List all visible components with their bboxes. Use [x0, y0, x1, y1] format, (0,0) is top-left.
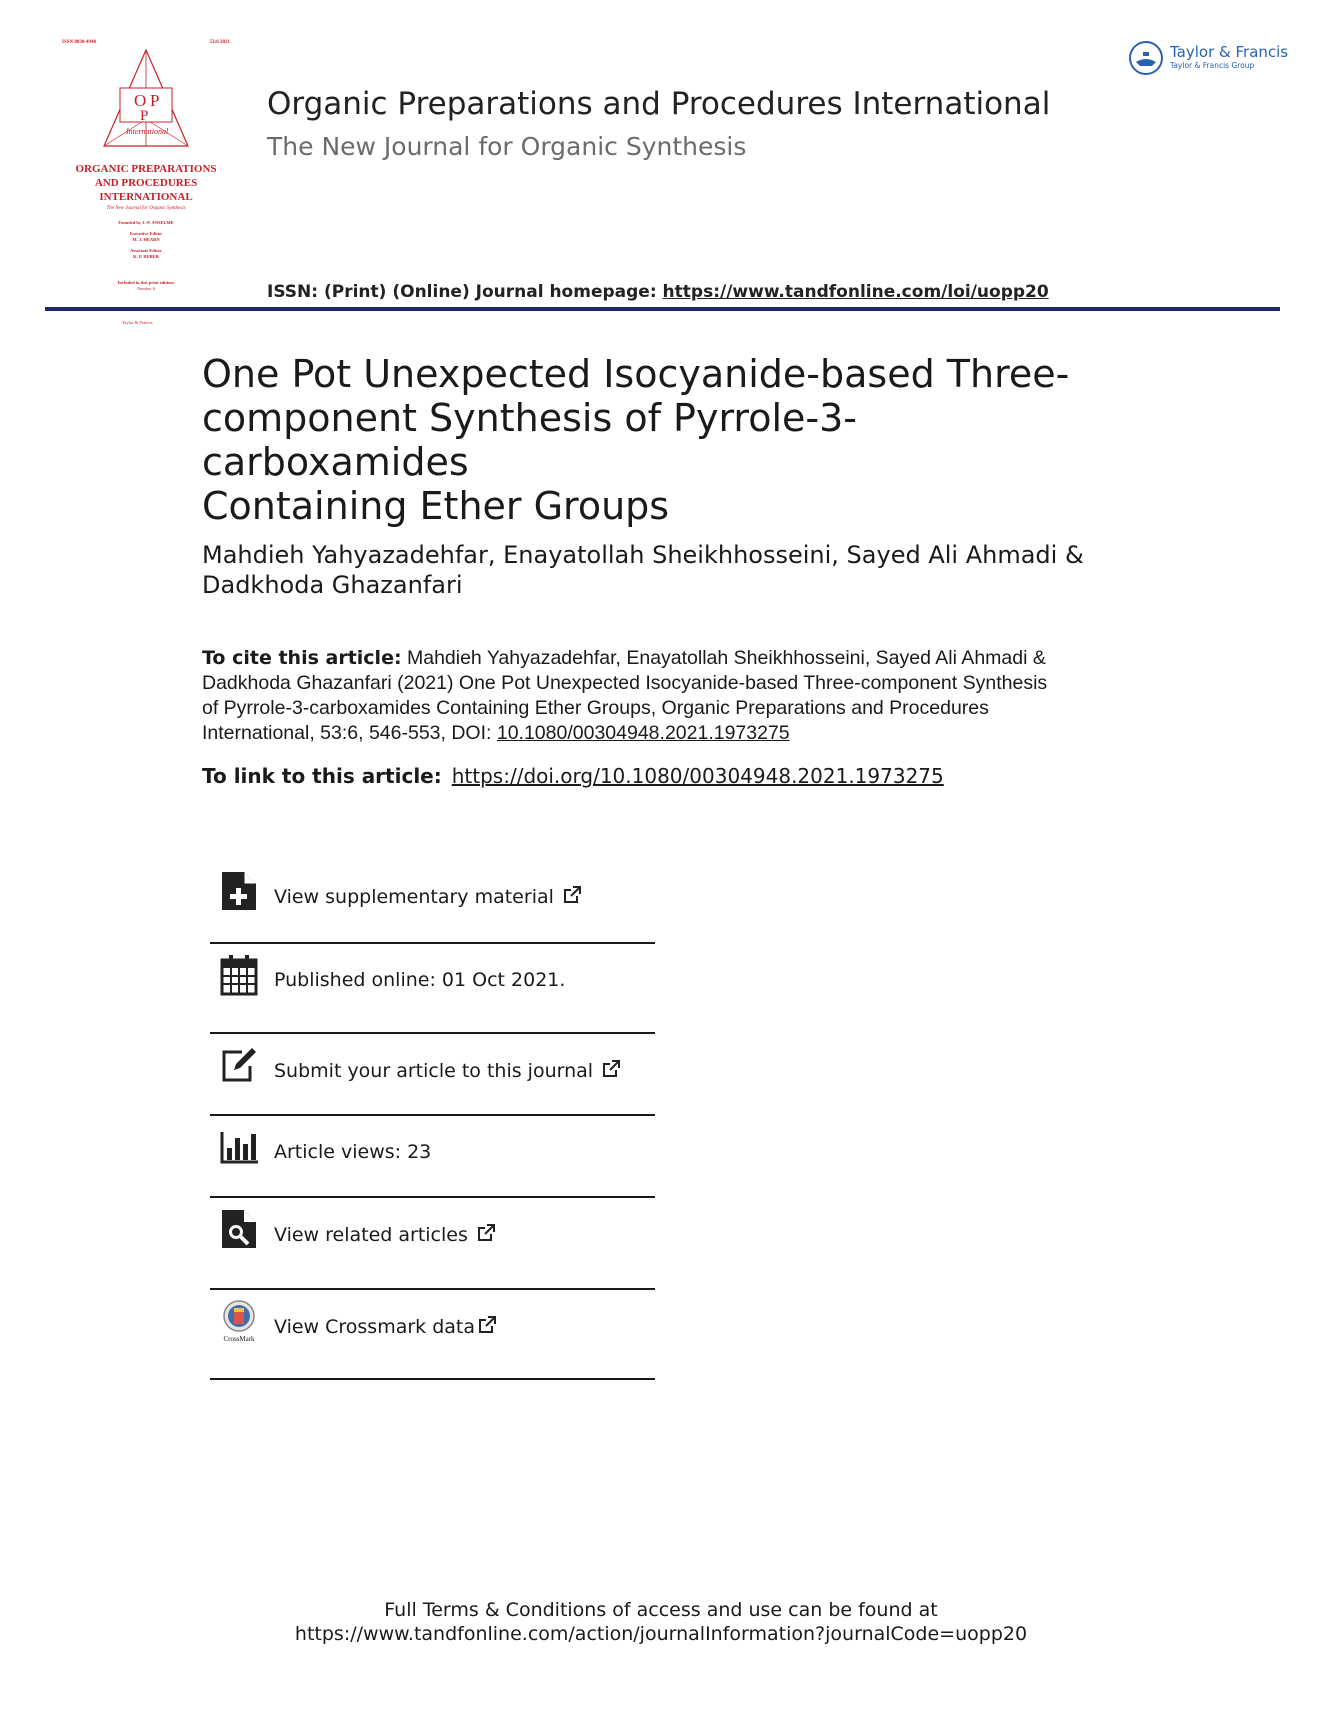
- crossmark-icon: [220, 1300, 258, 1332]
- submit-text: Submit your article to this journal: [274, 1060, 594, 1082]
- authors-line: Mahdieh Yahyazadehfar, Enayatollah Sheikhhosseini, Sayed Ali Ahmadi &: [202, 541, 1084, 569]
- article-title-line: component Synthesis of Pyrrole-3-carboxamides: [202, 396, 857, 484]
- article-title-line: Containing Ether Groups: [202, 484, 670, 528]
- cite-text: Dadkhoda Ghazanfari (2021) One Pot Unexpected Isocyanide-based Three-component Synthesis: [202, 672, 1048, 694]
- link-label: To link to this article:: [202, 764, 442, 788]
- bar-chart-icon: [220, 1126, 258, 1168]
- external-link-icon: [562, 885, 582, 905]
- views-label: Article views: 23: [274, 1141, 432, 1163]
- journal-subtitle: The New Journal for Organic Synthesis: [267, 132, 747, 161]
- external-link-icon: [601, 1059, 621, 1079]
- article-info-list: [210, 860, 655, 1380]
- crossmark-logo-text: CrossMark: [223, 1335, 255, 1343]
- submit-label: [274, 1059, 621, 1082]
- cover-exec-label: Executive Editor: [129, 231, 163, 236]
- article-authors: [202, 540, 1122, 600]
- cover-volume: 53:6 2021: [209, 40, 230, 45]
- cover-founded: Founded by J.-P. ANSELME: [118, 220, 174, 225]
- related-row[interactable]: [210, 1198, 655, 1290]
- cover-issn: ISSN 0030-4948: [62, 40, 97, 45]
- publisher-logo[interactable]: [1128, 40, 1288, 76]
- cover-title-line: INTERNATIONAL: [99, 191, 193, 203]
- edit-icon: [220, 1044, 258, 1086]
- citation-block: [202, 646, 1122, 746]
- cite-text: Mahdieh Yahyazadehfar, Enayatollah Sheikhhosseini, Sayed Ali Ahmadi &: [401, 647, 1046, 669]
- authors-line: Dadkhoda Ghazanfari: [202, 571, 463, 599]
- article-link-line: [202, 764, 944, 788]
- cite-text: of Pyrrole-3-carboxamides Containing Ether Groups, Organic Preparations and Procedures: [202, 697, 989, 719]
- footer-line1: Full Terms & Conditions of access and use can be found at: [384, 1599, 938, 1621]
- related-text: View related articles: [274, 1224, 468, 1246]
- views-row: [210, 1116, 655, 1198]
- crossmark-label: [274, 1315, 497, 1338]
- cover-editors: [62, 220, 230, 260]
- crossmark-logo: [220, 1300, 258, 1342]
- article-title: [202, 352, 1122, 528]
- cover-logo-p1: P: [150, 91, 160, 110]
- search-document-icon: [220, 1208, 258, 1250]
- cover-logo-o: O: [134, 91, 147, 110]
- issn-homepage-line: [267, 282, 1049, 302]
- cover-exec-name: M. J. HEARN: [132, 237, 160, 242]
- terms-footer: [0, 1598, 1322, 1646]
- cover-assoc-name: K. P. REBER: [133, 254, 159, 259]
- journal-cover: [62, 38, 230, 325]
- cover-included: [62, 280, 230, 292]
- cover-publisher: Taylor & Francis: [122, 320, 153, 325]
- publisher-name: Taylor & Francis: [1170, 43, 1289, 61]
- cover-included-value: Number 6: [136, 286, 156, 291]
- supplementary-row[interactable]: [210, 860, 655, 944]
- file-plus-icon: [220, 870, 258, 912]
- crossmark-row[interactable]: [210, 1290, 655, 1380]
- article-title-line: One Pot Unexpected Isocyanide-based Three-: [202, 352, 1070, 396]
- issn-text: ISSN: (Print) (Online) Journal homepage:: [267, 282, 663, 302]
- opp-logo-icon: [100, 46, 192, 156]
- calendar-icon: [220, 954, 258, 996]
- related-label: [274, 1223, 496, 1246]
- cover-logo-p2: P: [140, 108, 149, 124]
- published-label: Published online: 01 Oct 2021.: [274, 969, 566, 991]
- cite-text: International, 53:6, 546-553, DOI:: [202, 722, 497, 744]
- cover-subtitle: The New Journal for Organic Synthesis: [106, 206, 186, 211]
- cite-label: To cite this article:: [202, 647, 402, 669]
- supplementary-label: [274, 885, 582, 908]
- journal-title: Organic Preparations and Procedures International: [267, 86, 1051, 122]
- cite-doi-link[interactable]: 10.1080/00304948.2021.1973275: [496, 722, 790, 744]
- cover-title-line: ORGANIC PREPARATIONS: [75, 163, 217, 175]
- published-row: [210, 944, 655, 1034]
- submit-row[interactable]: [210, 1034, 655, 1116]
- cover-logo-word: International: [126, 127, 169, 136]
- crossmark-text: View Crossmark data: [274, 1316, 476, 1338]
- supplementary-text: View supplementary material: [274, 886, 554, 908]
- article-doi-link[interactable]: https://doi.org/10.1080/00304948.2021.1973275: [451, 764, 944, 788]
- header-divider: [45, 307, 1280, 311]
- external-link-icon: [476, 1223, 496, 1243]
- footer-terms-link[interactable]: https://www.tandfonline.com/action/journalInformation?journalCode=uopp20: [294, 1623, 1028, 1645]
- external-link-icon: [477, 1315, 497, 1335]
- cover-title: [62, 162, 230, 204]
- journal-homepage-link[interactable]: https://www.tandfonline.com/loi/uopp20: [662, 282, 1049, 302]
- publisher-group: Taylor & Francis Group: [1170, 61, 1255, 70]
- cover-title-line: AND PROCEDURES: [94, 177, 198, 189]
- cover-assoc-label: Associate Editor: [130, 248, 162, 253]
- cover-included-label: Included in this print edition:: [117, 280, 175, 285]
- taylor-francis-logo-icon: [1128, 40, 1164, 76]
